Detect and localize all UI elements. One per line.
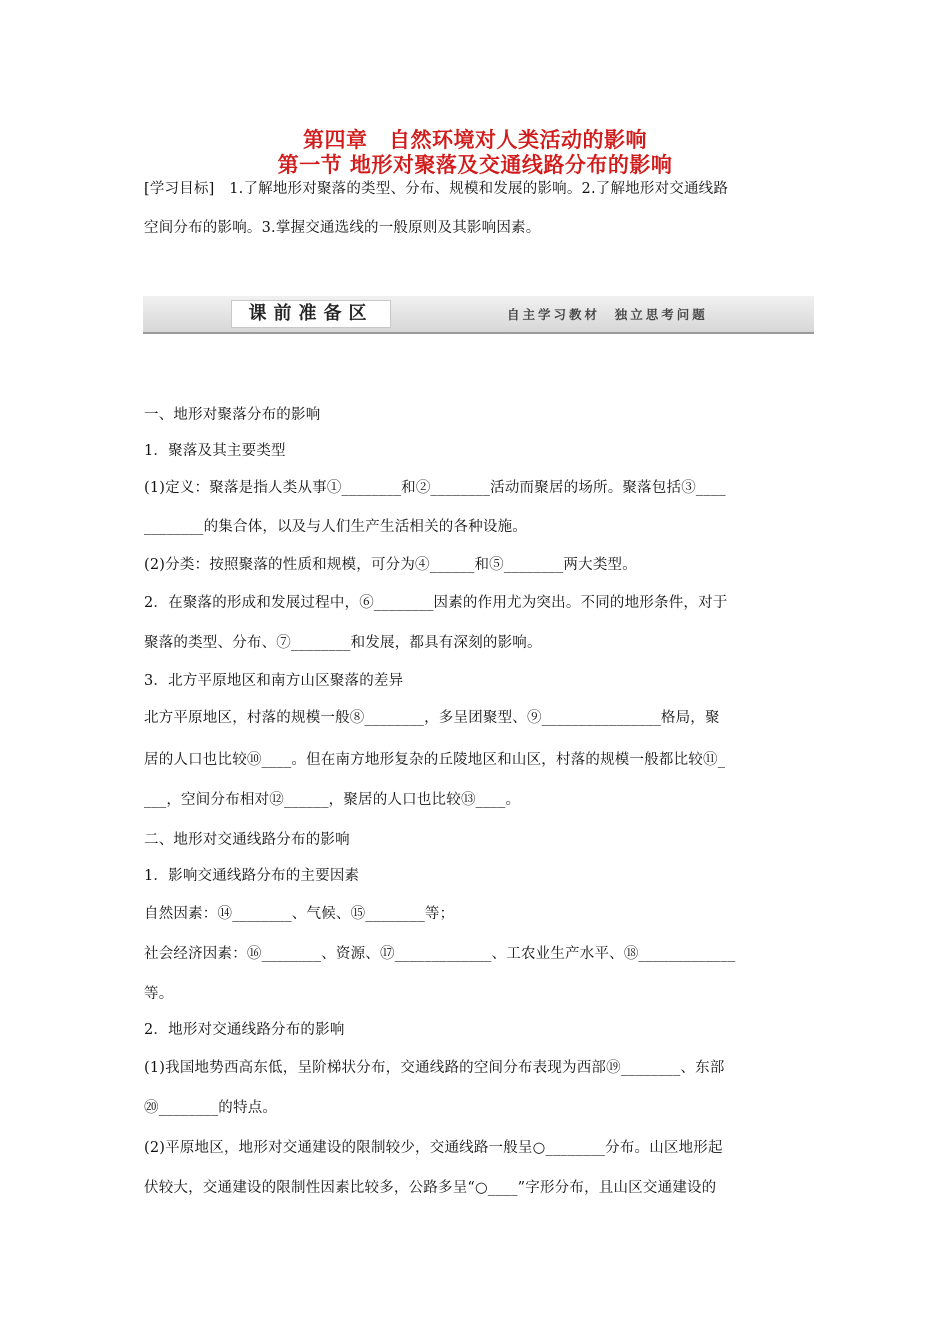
text-line: ___，空间分布相对⑫______，聚居的人口也比较⑬____。 [144,792,521,808]
text-line: 自然因素：⑭________、气候、⑮________等； [144,906,455,922]
text-line: (2)平原地区，地形对交通建设的限制较少，交通线路一般呈○________分布。山区地形起 [144,1140,723,1156]
text-line: ⑳________的特点。 [144,1100,278,1116]
text-line: 一、地形对聚落分布的影响 [144,407,321,423]
text-line: 北方平原地区，村落的规模一般⑧________，多呈团聚型、⑨________________格局，聚 [144,710,720,726]
section-banner [143,296,814,334]
text-line: 1．影响交通线路分布的主要因素 [144,868,360,884]
text-line: (2)分类：按照聚落的性质和规模，可分为④______和⑤________两大类型。 [144,557,637,573]
text-line: 2．在聚落的形成和发展过程中，⑥________因素的作用尤为突出。不同的地形条件，对于 [144,595,728,611]
banner-subtitle: 自主学习教材 独立思考问题 [507,307,708,322]
text-line: (1)我国地势西高东低，呈阶梯状分布，交通线路的空间分布表现为西部⑲________、东部 [144,1060,725,1076]
text-line: 二、地形对交通线路分布的影响 [144,832,350,848]
text-line: 居的人口也比较⑩____。但在南方地形复杂的丘陵地区和山区，村落的规模一般都比较⑪_ [144,752,726,768]
text-line: 聚落的类型、分布、⑦________和发展，都具有深刻的影响。 [144,635,542,651]
text-line: (1)定义：聚落是指人类从事①________和②________活动而聚居的场所。聚落包括③____ [144,480,726,496]
objectives-line-2: 空间分布的影响。3.掌握交通选线的一般原则及其影响因素。 [144,220,541,236]
chapter-title: 第四章 自然环境对人类活动的影响 [303,128,647,152]
text-line: 2．地形对交通线路分布的影响 [144,1022,345,1038]
text-line: 等。 [144,986,174,1002]
text-line: 1．聚落及其主要类型 [144,443,286,459]
text-line: 3．北方平原地区和南方山区聚落的差异 [144,673,404,689]
text-line: 伏较大，交通建设的限制性因素比较多，公路多呈“○____”字形分布，且山区交通建设的 [144,1180,717,1196]
text-line: ________的集合体，以及与人们生产生活相关的各种设施。 [144,519,527,535]
banner-label: 课前准备区 [231,300,391,328]
section-title: 第一节 地形对聚落及交通线路分布的影响 [277,153,673,177]
text-line: 社会经济因素：⑯________、资源、⑰_____________、工农业生产水平、⑱_____________ [144,946,736,962]
objectives-line-1: [学习目标] 1.了解地形对聚落的类型、分布、规模和发展的影响。2.了解地形对交通线路 [144,181,729,197]
